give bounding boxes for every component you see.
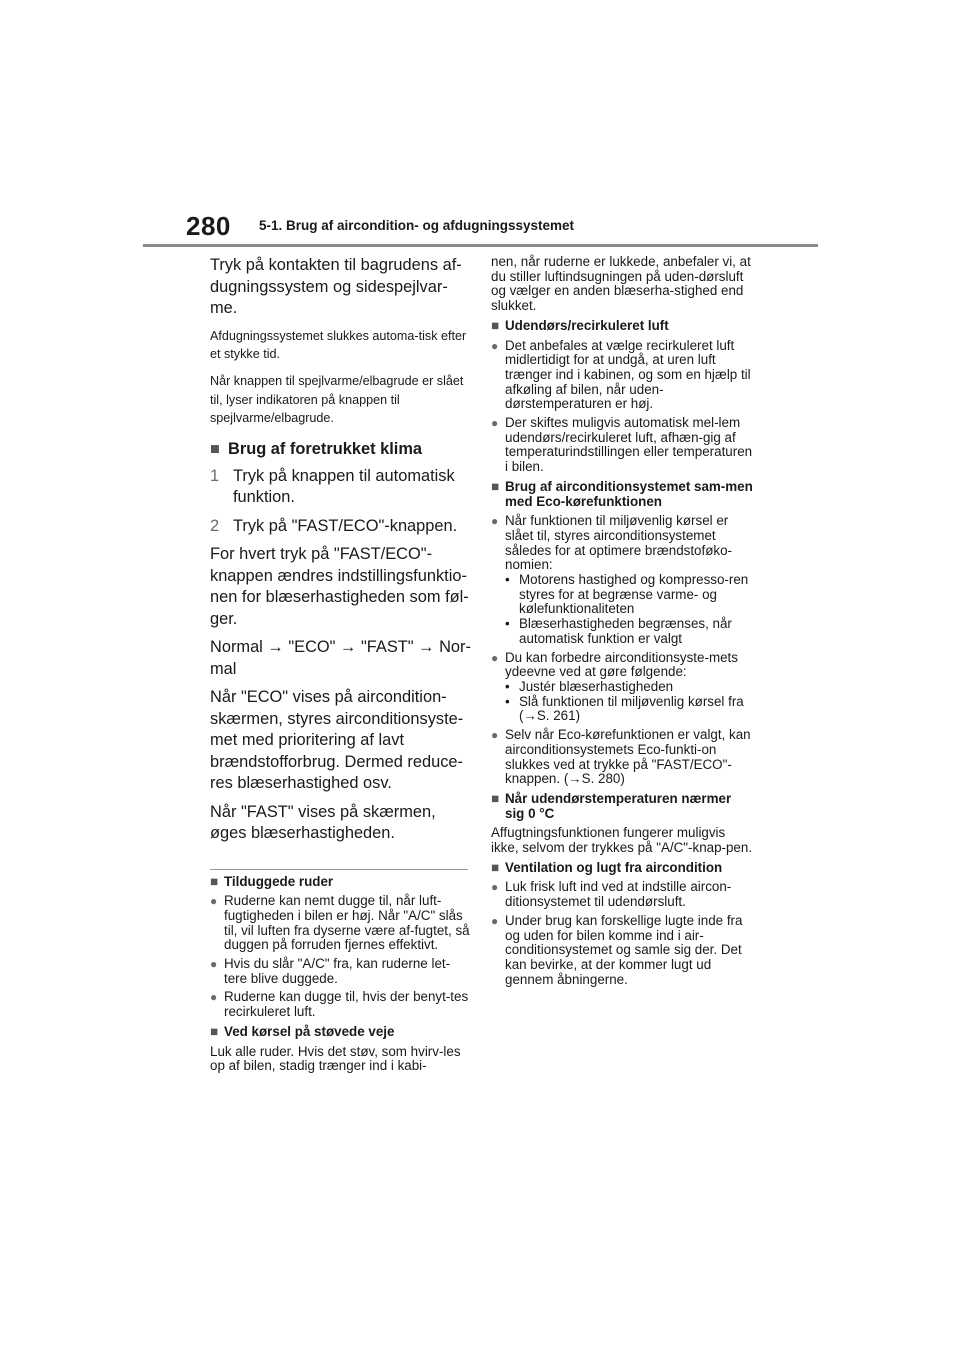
subheading-ventilation-odor [491, 861, 753, 876]
step-text: Tryk på knappen til automatisk funktion. [233, 466, 455, 507]
section-divider [210, 869, 468, 870]
square-icon: ■ [491, 790, 500, 806]
subheading-fogged-windows [210, 875, 472, 890]
list-item-text: Når funktionen til miljøvenlig kørsel er slået til, styres airconditionsystemet således for at optimere brændstoføko-nomien: [505, 513, 733, 573]
subheading-dusty-roads [210, 1025, 472, 1040]
note-indicator: Når knappen til spejlvarme/elbagrude er slået til, lyser indikatoren på knappen til spejlvarme/elbagrude. [210, 374, 464, 426]
paragraph-sequence: Normal → "ECO" → "FAST" → Nor-mal [210, 638, 471, 678]
subheading-text: Brug af airconditionsystemet sam-men med Eco-kørefunktionen [505, 478, 753, 509]
heading-text: Brug af foretrukket klima [228, 439, 423, 458]
sub-item-text: Slå funktionen til miljøvenlig kørsel fra (→S. 261) [519, 693, 744, 724]
bullet-icon: ● [210, 990, 218, 1005]
right-column [491, 255, 753, 991]
list-item [491, 880, 753, 909]
paragraph-fast: Når "FAST" vises på skærmen, øges blæserhastigheden. [210, 802, 436, 843]
list-item [210, 990, 472, 1019]
list-item-text: Det anbefales at vælge recirkuleret luft midlertidigt for at undgå, at uren luft trænger ind i kabinen, og som en hjælp til afkøling af bilen, når uden-dørstemperaturen er høj. [505, 337, 751, 412]
square-icon: ■ [210, 873, 219, 889]
bullet-icon: ● [491, 338, 499, 353]
bullet-icon: ● [210, 957, 218, 972]
sub-item [505, 617, 753, 646]
subheading-text: Udendørs/recirkuleret luft [505, 317, 669, 333]
sub-item-text: Motorens hastighed og kompresso-ren styres for at begrænse varme- og kølefunktionaliteten [519, 572, 749, 617]
list-item [210, 894, 472, 953]
subheading-text: Tilduggede ruder [224, 873, 334, 889]
subheading-text: Ventilation og lugt fra aircondition [505, 859, 723, 875]
list-item-text: Ruderne kan nemt dugge til, når luft-fugtigheden i bilen er høj. Når "A/C" slås til, vil luften fra dyserne være af-fugtet, så duggen på forruden fjernes effektivt. [224, 893, 470, 953]
bullet-icon: ● [491, 514, 499, 529]
list-item-text: Du kan forbedre airconditionsyste-mets ydeevne ved at gøre følgende: [505, 649, 738, 680]
sub-item [505, 680, 753, 695]
list-item-text: Selv når Eco-kørefunktionen er valgt, kan airconditionsystemets Eco-funkti-on slukkes ved at trykke på "FAST/ECO"-knappen. (→S. 280) [505, 727, 751, 787]
square-icon: ■ [491, 478, 500, 494]
bullet-icon: ● [491, 416, 499, 431]
bullet-icon: ● [491, 880, 499, 895]
left-column [210, 255, 472, 1079]
list-item [210, 957, 472, 986]
header-divider [143, 244, 818, 247]
sub-item-text: Justér blæserhastigheden [519, 678, 674, 694]
list-item-text: Ruderne kan dugge til, hvis der benyt-tes recirkuleret luft. [224, 989, 469, 1020]
subheading-outside-recirculated-air [491, 319, 753, 334]
page-number: 280 [186, 211, 231, 241]
dash-icon: • [505, 572, 510, 588]
section-title: 5-1. Brug af aircondition- og afdugningssystemet [259, 218, 575, 233]
intro-paragraph: Tryk på kontakten til bagrudens af-dugningssystem og sidespejlvar-me. [210, 256, 462, 317]
list-item [491, 728, 753, 787]
list-item-text: Under brug kan forskellige lugte inde fra og uden for bilen komme ind i air-conditionsystemet og samle sig der. Det kan bevirke, at der kommer lugt ud gennem åbningerne. [505, 912, 743, 987]
square-icon: ■ [210, 439, 220, 458]
list-item [491, 914, 753, 988]
dash-icon: • [505, 693, 510, 709]
heading-preferred-climate [210, 439, 472, 460]
list-item [491, 514, 753, 646]
note-auto-off: Afdugningssystemet slukkes automa-tisk efter et stykke tid. [210, 328, 467, 361]
sub-item [505, 573, 753, 617]
dusty-roads-continued: nen, når ruderne er lukkede, anbefaler vi, at du stiller luftindsugningen på uden-dørsluft og vælger en anden blæserha-stighed end slukket. [491, 254, 751, 314]
square-icon: ■ [491, 317, 500, 333]
list-item [491, 339, 753, 413]
bullet-icon: ● [491, 913, 499, 928]
square-icon: ■ [491, 859, 500, 875]
step-1 [210, 466, 472, 509]
paragraph-eco: Når "ECO" vises på aircondition-skærmen, styres airconditionsyste-met med prioritering af lavt brændstofforbrug. Dermed reduce-res blæserhastighed osv. [210, 688, 464, 793]
bullet-icon: ● [491, 650, 499, 665]
paragraph-fast-eco: For hvert tryk på "FAST/ECO"-knappen ændres indstillingsfunktio-nen for blæserhastigheden som føl-ger. [210, 545, 469, 628]
step-number: 2 [210, 516, 220, 535]
subheading-eco-mode [491, 480, 753, 509]
list-item-text: Hvis du slår "A/C" fra, kan ruderne let-tere blive duggede. [224, 956, 451, 986]
step-number: 1 [210, 466, 220, 485]
step-text: Tryk på "FAST/ECO"-knappen. [233, 516, 458, 535]
list-item-text: Luk frisk luft ind ved at indstille aircon-ditionsystemet til udendørsluft. [505, 879, 732, 910]
step-2 [210, 516, 472, 538]
dash-icon: • [505, 678, 510, 694]
sub-item-text: Blæserhastigheden begrænses, når automatisk funktion er valgt [519, 616, 732, 646]
sub-item [505, 695, 753, 724]
list-item-text: Der skiftes muligvis automatisk mel-lem udendørs/recirkuleret luft, afhæn-gig af temperaturindstillingen eller temperaturen i bilen. [505, 415, 753, 475]
list-item [491, 651, 753, 725]
subheading-text: Ved kørsel på støvede veje [224, 1023, 395, 1039]
dusty-roads-text: Luk alle ruder. Hvis det støv, som hvirv-les op af bilen, stadig trænger ind i kabi- [210, 1043, 461, 1074]
near-zero-text: Affugtningsfunktionen fungerer muligvis ikke, selvom der trykkes på "A/C"-knap-pen. [491, 825, 753, 856]
list-item [491, 416, 753, 475]
bullet-icon: ● [210, 894, 218, 909]
dash-icon: • [505, 616, 510, 632]
subheading-text: Når udendørstemperaturen nærmer sig 0 °C [505, 790, 732, 821]
subheading-near-zero [491, 792, 753, 821]
bullet-icon: ● [491, 728, 499, 743]
square-icon: ■ [210, 1023, 219, 1039]
